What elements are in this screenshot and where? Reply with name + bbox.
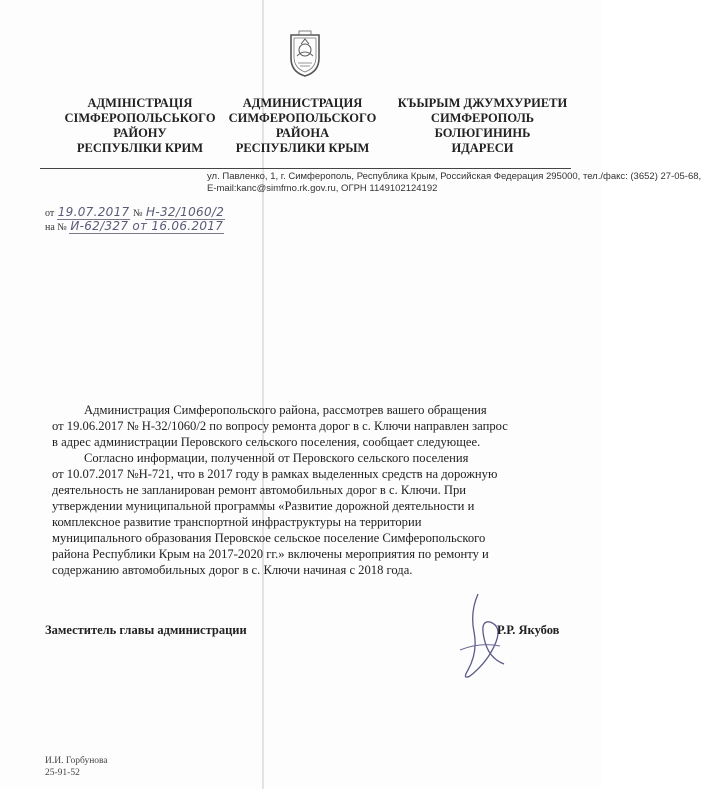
ref-to-label: на № — [45, 222, 67, 233]
header-line: РЕСПУБЛИКИ КРЫМ — [235, 141, 370, 155]
contact-email: E-mail:kanc@simfmo.rk.gov.ru, ОГРН 1149102124192 — [207, 183, 438, 194]
coat-of-arms-emblem — [288, 30, 322, 78]
executor-info — [45, 755, 108, 779]
body-line: деятельность не запланирован ремонт автомобильных дорог в с. Ключи. При — [52, 483, 467, 497]
body-line: Согласно информации, полученной от Перовского сельского поселения — [84, 451, 469, 465]
body-line: от 10.07.2017 №Н-721, что в 2017 году в рамках выделенных средств на дорожную — [52, 467, 498, 481]
outgoing-reference — [45, 206, 225, 220]
header-line: АДМІНІСТРАЦІЯ — [87, 96, 193, 110]
signatory-name: Р.Р. Якубов — [497, 623, 560, 637]
ref-number-label: № — [132, 208, 143, 219]
body-line: в адрес администрации Перовского сельского поселения, сообщает следующее. — [52, 435, 481, 449]
header-line: КЪЫРЫМ ДЖУМХУРИЕТИ — [397, 96, 568, 110]
body-line: утверждении муниципальной программы «Развитие дорожной деятельности и — [52, 499, 475, 513]
header-line: ИДАРЕСИ — [451, 141, 514, 155]
contact-address: ул. Павленко, 1, г. Симферополь, Республика Крым, Российская Федерация 295000, тел./факс: (3652) 27-05-68, — [207, 171, 701, 182]
ref-from-number: Н-32/1060/2 — [146, 205, 225, 219]
body-line: от 19.06.2017 № Н-32/1060/2 по вопросу ремонта дорог в с. Ключи направлен запрос — [52, 419, 508, 433]
letter-body — [52, 402, 574, 578]
header-line: РАЙОНА — [275, 126, 330, 140]
header-line: СИМФЕРОПОЛЬ — [430, 111, 535, 125]
header-line: РАЙОНУ — [113, 126, 167, 140]
header-crimean-tatar — [395, 96, 570, 156]
header-line: АДМИНИСТРАЦИЯ — [242, 96, 363, 110]
header-divider — [40, 168, 571, 169]
executor-name: И.И. Горбунова — [45, 756, 108, 766]
ref-from-date: 19.07.2017 — [57, 205, 130, 219]
ref-from-label: от — [45, 208, 55, 219]
body-line: Администрация Симферопольского района, рассмотрев вашего обращения — [84, 403, 487, 417]
executor-phone: 25-91-52 — [45, 768, 80, 778]
body-line: муниципального образования Перовское сельское поселение Симферопольского — [52, 531, 486, 545]
incoming-reference — [45, 220, 224, 234]
body-line: содержанию автомобильных дорог в с. Ключи начиная с 2018 года. — [52, 563, 413, 577]
header-line: СИМФЕРОПОЛЬСКОГО — [228, 111, 377, 125]
body-line: района Республики Крым на 2017-2020 гг.» включены мероприятия по ремонту и — [52, 547, 489, 561]
ref-to-value: И-62/327 от 16.06.2017 — [70, 219, 224, 233]
header-ukrainian — [55, 96, 225, 156]
body-line: комплексное развитие транспортной инфраструктуры на территории — [52, 515, 422, 529]
signatory-title: Заместитель главы администрации — [45, 623, 247, 637]
contact-info — [207, 171, 701, 195]
header-line: РЕСПУБЛІКИ КРИМ — [76, 141, 204, 155]
header-line: БОЛЮГИНИНЬ — [434, 126, 531, 140]
header-russian — [225, 96, 380, 156]
header-line: СІМФЕРОПОЛЬСЬКОГО — [64, 111, 216, 125]
